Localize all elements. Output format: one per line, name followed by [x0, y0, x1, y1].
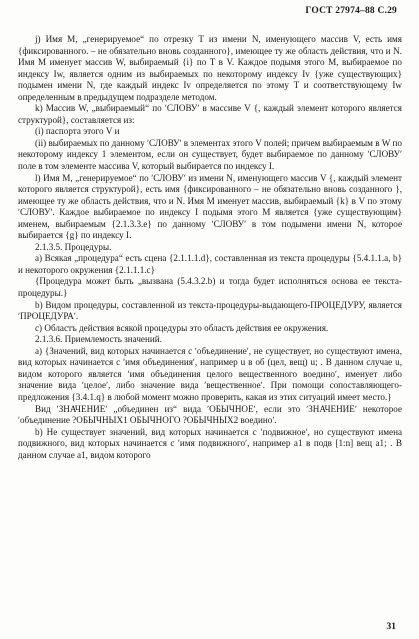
paragraph-5-c: c) Областъ действия всякой процедуры это область действия ее окружения.	[35, 322, 329, 333]
page-header: ГОСТ 27974–88 С.29	[305, 6, 397, 16]
paragraph-k: k) Массив W, „выбираемый“ по ʹСЛОВУʹ в массиве V {, каждый элемент которого является структурой}, составляется из:	[18, 103, 402, 125]
paragraph-j: j) Имя M, „генерируемое“ по отрезку T из имени N, именующего массив V, есть имя {фиксированного. – не обязательно вновь созданного}, имеющее ту же область действия, что и N. Имя M именует массив W, выбираемый {i} по T в V. Каждое подымя этого M, выбираемое по индексу Iw, является одним из выбираемых по некоторому индексу Iv {уже существующих} подымен имени N, где каждый индекс Iv определяется по этому T и соответствующему Iw определенным в предыдущем подразделе методом.	[18, 34, 402, 102]
paragraph-6-a: a) {Значений, вид которых начинается с ʹобъединениеʹ, не существует, но существуют имена, вид которых начинается с ʹимя объединенияʹ, например u в об (цел, вещ) u; . В данном случае u, видом которого является ʹимя объединения целого вещественного воединоʹ, именует либо значение вида ʹцелоеʹ, либо значение вида ʹвещественноеʹ. При помощи сопоставляющего-предложения {3.4.1.q} в любой момент можно проверить, какая из этих ситуаций имеет место.}	[18, 345, 402, 402]
section-heading-2-1-3-6: 2.1.3.6. Приемлемость значений.	[35, 334, 162, 345]
paragraph-5-note: {Процедура может быть „вызвана (5.4.3.2.b) и тогда будет исполняться основа ее текста-процедуры.}	[18, 276, 402, 299]
paragraph-6-b: b) Не существует значений, вид которых начинается с ʹподвижноеʹ, но существуют имена подвижного, вид которых начинается с ʹимя подвижногоʹ, например a1 в подв [1:n] вещ a1; . В данном случае a1, видом которого	[18, 426, 402, 460]
section-heading-2-1-3-5: 2.1.3.5. Процедуры.	[35, 241, 112, 252]
paragraph-6-definition: Вид ʹЗНАЧЕНИЕʹ „объединен из“ вида ʹОБЫЧНОЕʹ, если это ʹЗНАЧЕНИЕʹ некоторое ʹобъединение ?ОБЫЧНЫХ1 ОБЫЧНОГО ?ОБЫЧНЫХ2 воединоʹ.	[18, 403, 402, 426]
paragraph-5-b: b) Видом процедуры, составленной из текста-процедуры-выдающего-ПРОЦЕДУРУ, является ʹПРОЦЕДУРАʹ.	[18, 299, 402, 322]
paragraph-l: l) Имя M, „генерируемое“ по ʹСЛОВУʹ из имени N, именующего массив V {, каждый элемент которого является структурой}, есть имя {фиксированного – не обязательно вновь созданного }, имеющее ту же область действия, что и N. Имя M именует массив, выбираемый {k} в V по этому ʹСЛОВУʹ. Каждое выбираемое по индексу I подымя этого M является {уже существующим} именем, выбираемым {2.1.3.3.e} по данному ʹСЛОВУʹ в том подымени имени N, которое выбирается {g} по индексу I.	[18, 172, 402, 241]
page-number: 31	[386, 622, 396, 632]
paragraph-k-i: (i) паспорта этого V и	[35, 126, 120, 137]
paragraph-k-ii: (ii) выбираемых по данному ʹСЛОВУʹ в элементах этого V полей; причем выбираемым в W по некоторому индексу 1 элементом, если он существует, будет выбираемое по данному ʹСЛОВУʹ поле в том элементе массива V, который выбирается по индексу I.	[18, 137, 402, 172]
paragraph-5-a: a) Всякая „процедура“ есть сцена {2.1.1.1.d}, составленная из текста процедуры {5.4.1.1.a, b} и некоторого окружения {2.1.1.1.c}	[18, 253, 402, 275]
page-body	[18, 34, 402, 461]
